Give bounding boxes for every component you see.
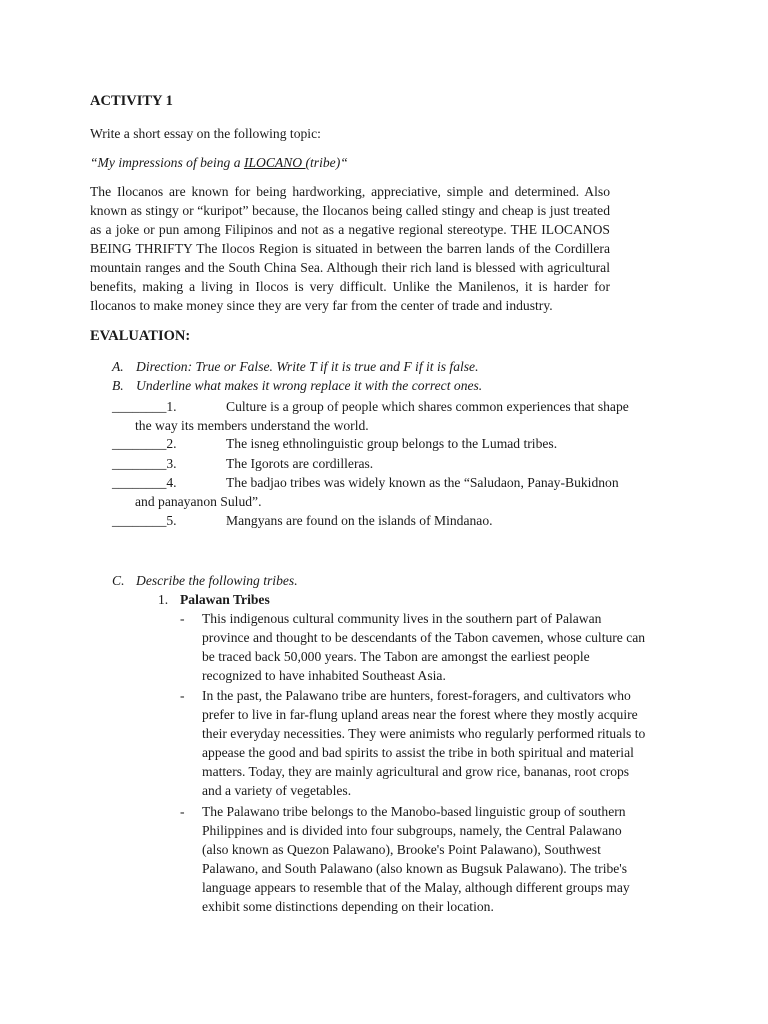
direction-marker: C. (112, 573, 125, 588)
bullet-text: The Palawano tribe belongs to the Manobo-based linguistic group of southern Philippines and is divided into four subgroups, namely, the Central Palawano (also known as Quezon Palawano), Brooke's Point Palawano), Southwest Palawano, and South Palawano (also known as Bugsuk Palawano). The tribe's language appears to resemble that of the Malay, although different groups may exhibit some distinctions depending on their location. (202, 804, 630, 914)
direction-text: Describe the following tribes. (136, 573, 298, 588)
direction-marker: A. (112, 359, 124, 374)
quiz-item-5 (112, 511, 672, 530)
quiz-item-text: Culture is a group of people which shares common experiences that shape (226, 399, 629, 414)
tribe-bullet-2 (180, 686, 650, 800)
topic-prefix: “My impressions of being a (90, 155, 244, 170)
quiz-item-2 (112, 434, 672, 453)
topic-suffix: (tribe)“ (305, 155, 348, 170)
quiz-item-text: The Igorots are cordilleras. (226, 456, 374, 471)
answer-blank: ________1. (112, 399, 177, 414)
quiz-item-1 (112, 397, 672, 435)
evaluation-title: EVALUATION: (90, 328, 191, 344)
topic-fill: ILOCANO (243, 155, 306, 170)
direction-b (112, 376, 652, 395)
direction-c (112, 571, 652, 590)
bullet-text: In the past, the Palawano tribe are hunters, forest-foragers, and cultivators who prefer to live in far-flung upland areas near the forest where they mostly acquire their everyday necessities. They were animists who regularly performed rituals to appease the good and bad spirits to assist the tribe in both spiritual and material matters. Today, they are mainly agricultural and grow rice, bananas, root crops and a variety of vegetables. (202, 688, 646, 798)
answer-blank: ________5. (112, 513, 177, 528)
bullet-dash: - (180, 611, 185, 626)
bullet-dash: - (180, 688, 185, 703)
quiz-item-continuation: and panayanon Sulud”. (135, 494, 262, 509)
activity-title: ACTIVITY 1 (90, 93, 173, 109)
essay-paragraph: The Ilocanos are known for being hardworking, appreciative, simple and determined. Also known as stingy or “kuripot” because, the Ilocanos being called stingy and cheap is just treated as a joke or pun among Filipinos and not as a negative regional stereotype. THE ILOCANOS BEING THRIFTY The Ilocos Region is situated in between the barren lands of the Cordillera mountain ranges and the South China Sea. Although their rich land is blessed with agricultural benefits, making a living in Ilocos is very difficult. Unlike the Manilenos, it is harder for Ilocanos to make money since they are very far from the center of trade and industry. (90, 184, 610, 313)
quiz-item-text: Mangyans are found on the islands of Mindanao. (226, 513, 493, 528)
answer-blank: ________4. (112, 475, 177, 490)
direction-a (112, 357, 652, 376)
direction-text: Direction: True or False. Write T if it is true and F if it is false. (136, 359, 479, 374)
bullet-dash: - (180, 804, 185, 819)
activity-prompt: Write a short essay on the following topic: (90, 126, 321, 141)
answer-blank: ________2. (112, 436, 177, 451)
quiz-item-3 (112, 454, 672, 473)
tribe-name: Palawan Tribes (180, 592, 270, 607)
tribe-bullet-1 (180, 609, 650, 685)
quiz-item-4 (112, 473, 672, 511)
quiz-item-text: The isneg ethnolinguistic group belongs to the Lumad tribes. (226, 436, 558, 451)
direction-text: Underline what makes it wrong replace it with the correct ones. (136, 378, 483, 393)
bullet-text: This indigenous cultural community lives in the southern part of Palawan province and thought to be descendants of the Tabon cavemen, whose culture can be traced back 50,000 years. The Tabon are amongst the earliest people recognized to have inhabited Southeast Asia. (202, 611, 646, 683)
quiz-item-text: The badjao tribes was widely known as the “Saludaon, Panay-Bukidnon (226, 475, 619, 490)
answer-blank: ________3. (112, 456, 177, 471)
essay-topic (90, 153, 610, 172)
direction-marker: B. (112, 378, 124, 393)
tribe-number: 1. (158, 592, 169, 607)
quiz-item-continuation: the way its members understand the world. (135, 418, 369, 433)
tribe-heading (158, 590, 678, 609)
tribe-bullet-3 (180, 802, 650, 916)
